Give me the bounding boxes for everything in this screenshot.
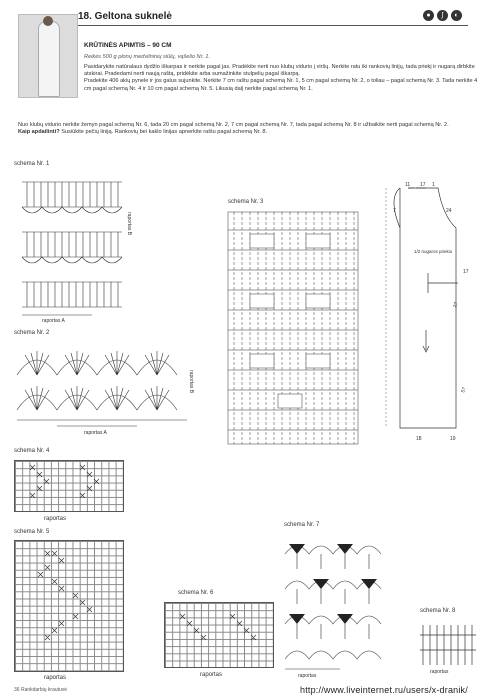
instructions-paragraph-1 [84, 64, 482, 93]
garment-dim-side-3: 27 [452, 301, 460, 309]
schema-7-fans [289, 544, 377, 624]
schema-6-crosses [165, 603, 273, 667]
garment-dim-side-2: 17 [463, 269, 469, 275]
schema-5-label: schema Nr. 5 [14, 529, 50, 535]
yarn-line: Reikės 500 g plonų medvilninių siūlų, vąšelio Nr. 1. [84, 54, 211, 60]
schema-2-repeat-a: raportas A [84, 430, 107, 436]
schema-8-chart [418, 620, 484, 675]
garment-dim-left: 7 [393, 208, 396, 214]
schema-6-repeat: raportas [200, 672, 223, 678]
schema-1-label: schema Nr. 1 [14, 161, 50, 167]
garment-dim-top-2: 17 [420, 182, 426, 188]
paragraph-3: Nuo klubų vidurio nerkite žemyn pagal schemą Nr. 6, tada 20 cm pagal schemą Nr. 2, 7 cm pagal schemą Nr. 7, tada pagal schemą Nr. 8 ir užbaikite nerti pagal schemą Nr. 2. [18, 122, 449, 128]
schema-7-label: schema Nr. 7 [284, 522, 320, 528]
garment-dim-side-1: 24 [446, 208, 452, 214]
size-line: KRŪTINĖS APIMTIS – 90 CM [84, 42, 172, 49]
schema-3-frame [228, 212, 358, 444]
model-head [43, 16, 53, 26]
schema-5-repeat: raportas [44, 675, 67, 681]
schema-3-motifs [250, 234, 330, 408]
page-number: 36 [14, 687, 20, 693]
garment-dim-bottom-2: 19 [450, 436, 456, 442]
schema-6-label: schema Nr. 6 [178, 590, 214, 596]
schema-7-stitches [285, 546, 381, 659]
schema-5-crosses [15, 541, 123, 671]
difficulty-icon: ◐ [451, 10, 462, 21]
garment-schematic [378, 178, 483, 450]
schema-1-repeat-b: raportas B [126, 212, 132, 236]
schema-5-grid [14, 540, 124, 672]
garment-dim-top-3: 1 [432, 182, 435, 188]
garment-dim-top-1: 11 [405, 182, 411, 188]
source-url[interactable]: http://www.liveinternet.ru/users/x-dranik/ [300, 685, 468, 695]
schema-3-stitches [228, 212, 358, 444]
paragraph-1: Pasidarykite natūralaus dydžio iškarpas ir nerkite pagal jas. Pradėkite nerti nuo klubų vidurio į viršų. Nerkite ratu iki rankovių linijų, tada priekį ir nugarą dirbkite atskirai. Pradedami nerti naują raštą, pridėkite arba sumažinkite stulpelių pagal iškarpą. [84, 64, 475, 78]
schema-4-crosses [15, 461, 123, 511]
schema-2-chart [12, 340, 202, 440]
schema-1-stitches [22, 182, 122, 307]
schema-3-chart [226, 210, 366, 450]
instructions-paragraph-3 [18, 122, 478, 136]
schema-8-label: schema Nr. 8 [420, 608, 456, 614]
title-bar [28, 9, 468, 26]
finish-text: Susiūkite pečių liniją. Rankovių bei kaklo linijas apnerkite raštu pagal schemą Nr. 8. [59, 129, 268, 136]
page-footer [14, 687, 67, 693]
header-icons [423, 10, 462, 21]
schema-7-repeat: raportas [298, 673, 317, 679]
schema-8-repeat: raportas [430, 669, 449, 675]
schema-2-label: schema Nr. 2 [14, 330, 50, 336]
dress-photo [18, 14, 78, 98]
schema-3-label: schema Nr. 3 [228, 199, 264, 205]
dress-figure [38, 21, 60, 97]
yarn-ball-icon: ● [423, 10, 434, 21]
finish-label: Kaip apdailinti? [18, 129, 60, 136]
schema-7-chart [280, 534, 400, 679]
schema-2-fans [17, 351, 187, 420]
page-title: 18. Geltona suknelė [78, 11, 172, 22]
finish-paragraph [18, 129, 478, 136]
garment-dim-side-4: 57 [460, 386, 468, 394]
schema-4-repeat: raportas [44, 516, 67, 522]
magazine-name: Rankdarbių krautuvė [20, 687, 68, 693]
schema-4-grid [14, 460, 124, 512]
schema-4-label: schema Nr. 4 [14, 448, 50, 454]
paragraph-2: Pradekite 406 akių pynele ir jos galus sujunkite. Nerkite 7 cm raštu pagal schemą Nr. 1, 5 cm pagal schemą Nr. 2, o toliau – pagal schemą Nr. 3. Tada nerkite 4 cm pagal schemą Nr. 4 ir 10 cm pagal schemą Nr. 5. Likusią dalį nerkite pagal schemą Nr. 1. [84, 78, 478, 92]
schema-6-grid [164, 602, 274, 668]
schema-1-repeat-a: raportas A [42, 318, 65, 324]
schema-1-chart [12, 172, 130, 322]
hook-icon: ∫ [437, 10, 448, 21]
garment-note: 1/2 nugaros priekio [414, 249, 453, 254]
schema-8-stitches [420, 625, 476, 665]
garment-dim-bottom-1: 18 [416, 436, 422, 442]
garment-outline [394, 188, 458, 428]
schema-2-repeat-b: raportas B [188, 370, 194, 394]
